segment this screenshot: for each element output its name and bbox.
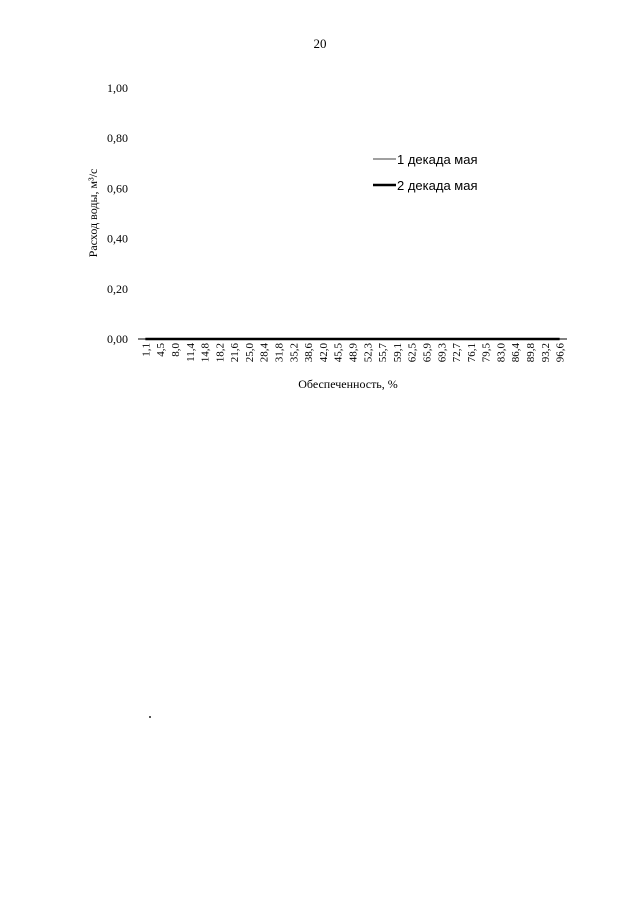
x-tick-label: 1,1: [140, 343, 153, 357]
x-tick-label: 52,3: [362, 343, 375, 363]
x-tick-label: 69,3: [436, 343, 449, 363]
x-axis-ticks: [140, 343, 566, 363]
x-tick-label: 4,5: [155, 343, 168, 357]
legend: [373, 152, 478, 193]
x-tick-label: 83,0: [495, 343, 508, 363]
x-tick-label: 76,1: [465, 343, 478, 363]
x-tick-label: 14,8: [199, 343, 212, 363]
y-tick-label: 0,00: [107, 332, 128, 346]
legend-label-series-2: 2 декада мая: [397, 178, 478, 193]
x-tick-label: 79,5: [480, 343, 493, 363]
x-tick-label: 55,7: [377, 343, 390, 363]
x-tick-label: 45,5: [332, 343, 345, 363]
x-tick-label: 35,2: [288, 343, 301, 363]
scan-speck: [149, 716, 151, 718]
x-tick-label: 8,0: [169, 343, 182, 357]
x-tick-label: 11,4: [184, 343, 197, 362]
x-tick-label: 48,9: [347, 343, 360, 363]
x-tick-label: 65,9: [421, 343, 434, 363]
y-axis-ticks: [107, 81, 128, 346]
y-tick-label: 1,00: [107, 81, 128, 95]
y-tick-label: 0,40: [107, 231, 128, 246]
x-tick-label: 59,1: [391, 343, 404, 363]
x-tick-label: 72,7: [451, 343, 464, 363]
y-axis-label: Расход воды, м³/с: [86, 168, 100, 258]
y-tick-label: 0,20: [107, 281, 128, 296]
x-tick-label: 62,5: [406, 343, 419, 363]
x-tick-label: 31,8: [273, 343, 286, 363]
x-axis-label: Обеспеченность, %: [298, 377, 398, 391]
y-tick-label: 0,80: [107, 131, 128, 146]
x-tick-label: 25,0: [243, 343, 256, 363]
x-tick-label: 21,6: [229, 343, 242, 363]
legend-label-series-1: 1 декада мая: [397, 152, 478, 167]
x-tick-label: 93,2: [539, 343, 552, 363]
x-tick-label: 38,6: [303, 343, 316, 363]
x-tick-label: 28,4: [258, 343, 271, 363]
x-tick-label: 96,6: [554, 343, 567, 363]
y-tick-label: 0,60: [107, 181, 128, 196]
x-tick-label: 18,2: [214, 343, 227, 363]
x-tick-label: 86,4: [510, 343, 523, 363]
x-tick-label: 42,0: [317, 343, 330, 363]
x-tick-label: 89,8: [525, 343, 538, 363]
page-number: 20: [313, 36, 327, 51]
